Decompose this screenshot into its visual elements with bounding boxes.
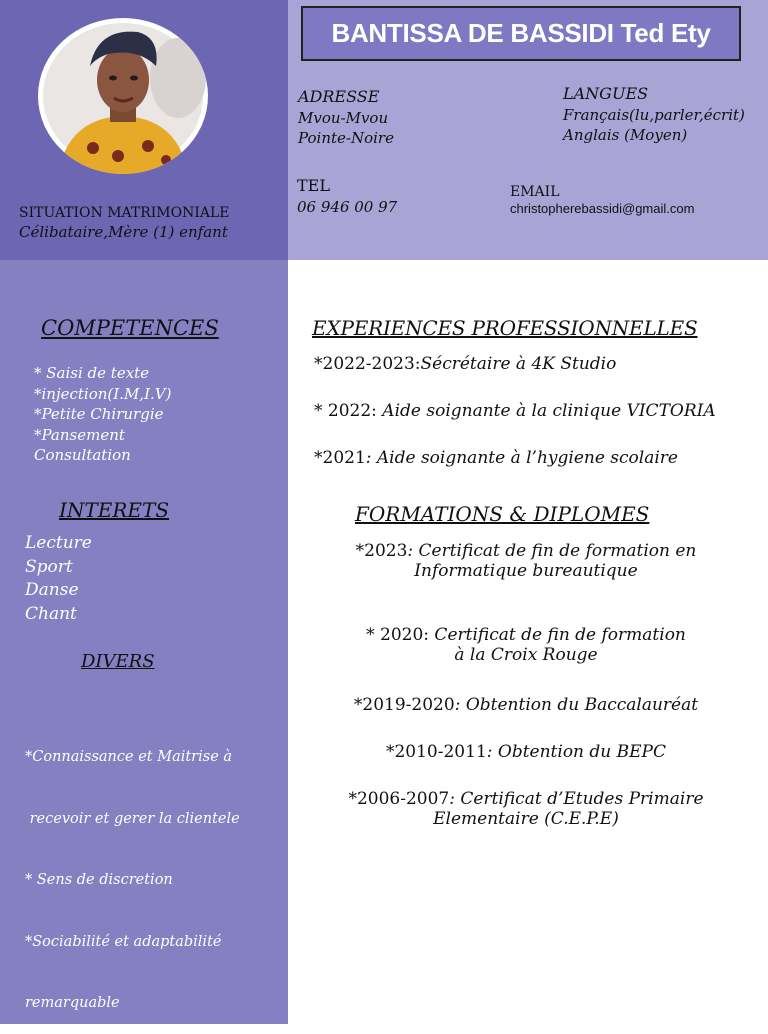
formations-title: FORMATIONS & DIPLOMES [355, 502, 650, 526]
langues-label: LANGUES [563, 84, 649, 103]
tel-label: TEL [297, 176, 330, 195]
adresse-label: ADRESSE [298, 87, 380, 106]
list-item: Lecture [25, 533, 92, 553]
interets-list [25, 532, 92, 626]
experience-item: *2021: Aide soignante à l’hygiene scolaire [314, 448, 678, 468]
list-item: *Pansement [34, 425, 125, 444]
list-item: *Sociabilité et adaptabilité [25, 933, 222, 950]
portrait-photo-icon [38, 18, 208, 174]
formation-item: *2019-2020: Obtention du Baccalauréat [353, 695, 699, 715]
list-item: remarquable [25, 995, 120, 1011]
divers-list [25, 706, 240, 1034]
experience-item: * 2022: Aide soignante à la clinique VICTORIA [314, 401, 716, 421]
situation-label: SITUATION MATRIMONIALE [19, 205, 230, 221]
adresse-line2: Pointe-Noire [298, 129, 394, 147]
formation-item: *2006-2007: Certificat d’Etudes Primaire Elementaire (C.E.P.E) [348, 789, 704, 829]
list-item: Danse [25, 580, 79, 600]
experiences-title: EXPERIENCES PROFESSIONNELLES [312, 316, 698, 340]
list-item: *Connaissance et Maitrise à [25, 749, 233, 765]
adresse-line1: Mvou-Mvou [298, 109, 389, 127]
list-item: Sport [25, 556, 73, 577]
experience-item: *2022-2023:Sécrétaire à 4K Studio [314, 354, 617, 374]
email-label: EMAIL [510, 184, 560, 200]
list-item: * Saisi de texte [34, 364, 150, 382]
list-item: * Sens de discretion [25, 872, 173, 888]
formation-item: * 2020: Certificat de fin de formation à la Croix Rouge [366, 625, 686, 665]
competences-list [34, 363, 171, 466]
tel-value: 06 946 00 97 [297, 198, 398, 216]
langues-line2: Anglais (Moyen) [563, 126, 688, 144]
formation-item: *2023: Certificat de fin de formation en Informatique bureautique [355, 541, 697, 581]
list-item: *Petite Chirurgie [34, 405, 164, 423]
situation-value: Célibataire,Mère (1) enfant [19, 223, 228, 241]
profile-photo [38, 18, 208, 174]
full-name: BANTISSA DE BASSIDI Ted Ety [331, 18, 711, 48]
list-item: Consultation [34, 446, 131, 464]
interets-title: INTERETS [59, 498, 170, 522]
email-value: christopherebassidi@gmail.com [510, 201, 695, 216]
list-item: Chant [25, 603, 77, 624]
list-item: recevoir et gerer la clientele [25, 810, 240, 827]
list-item: *injection(I.M,I.V) [34, 384, 172, 403]
competences-title: COMPETENCES [41, 316, 219, 340]
divers-title: DIVERS [81, 651, 155, 672]
langues-line1: Français(lu,parler,écrit) [563, 106, 745, 124]
formation-item: *2010-2011: Obtention du BEPC [385, 742, 666, 762]
